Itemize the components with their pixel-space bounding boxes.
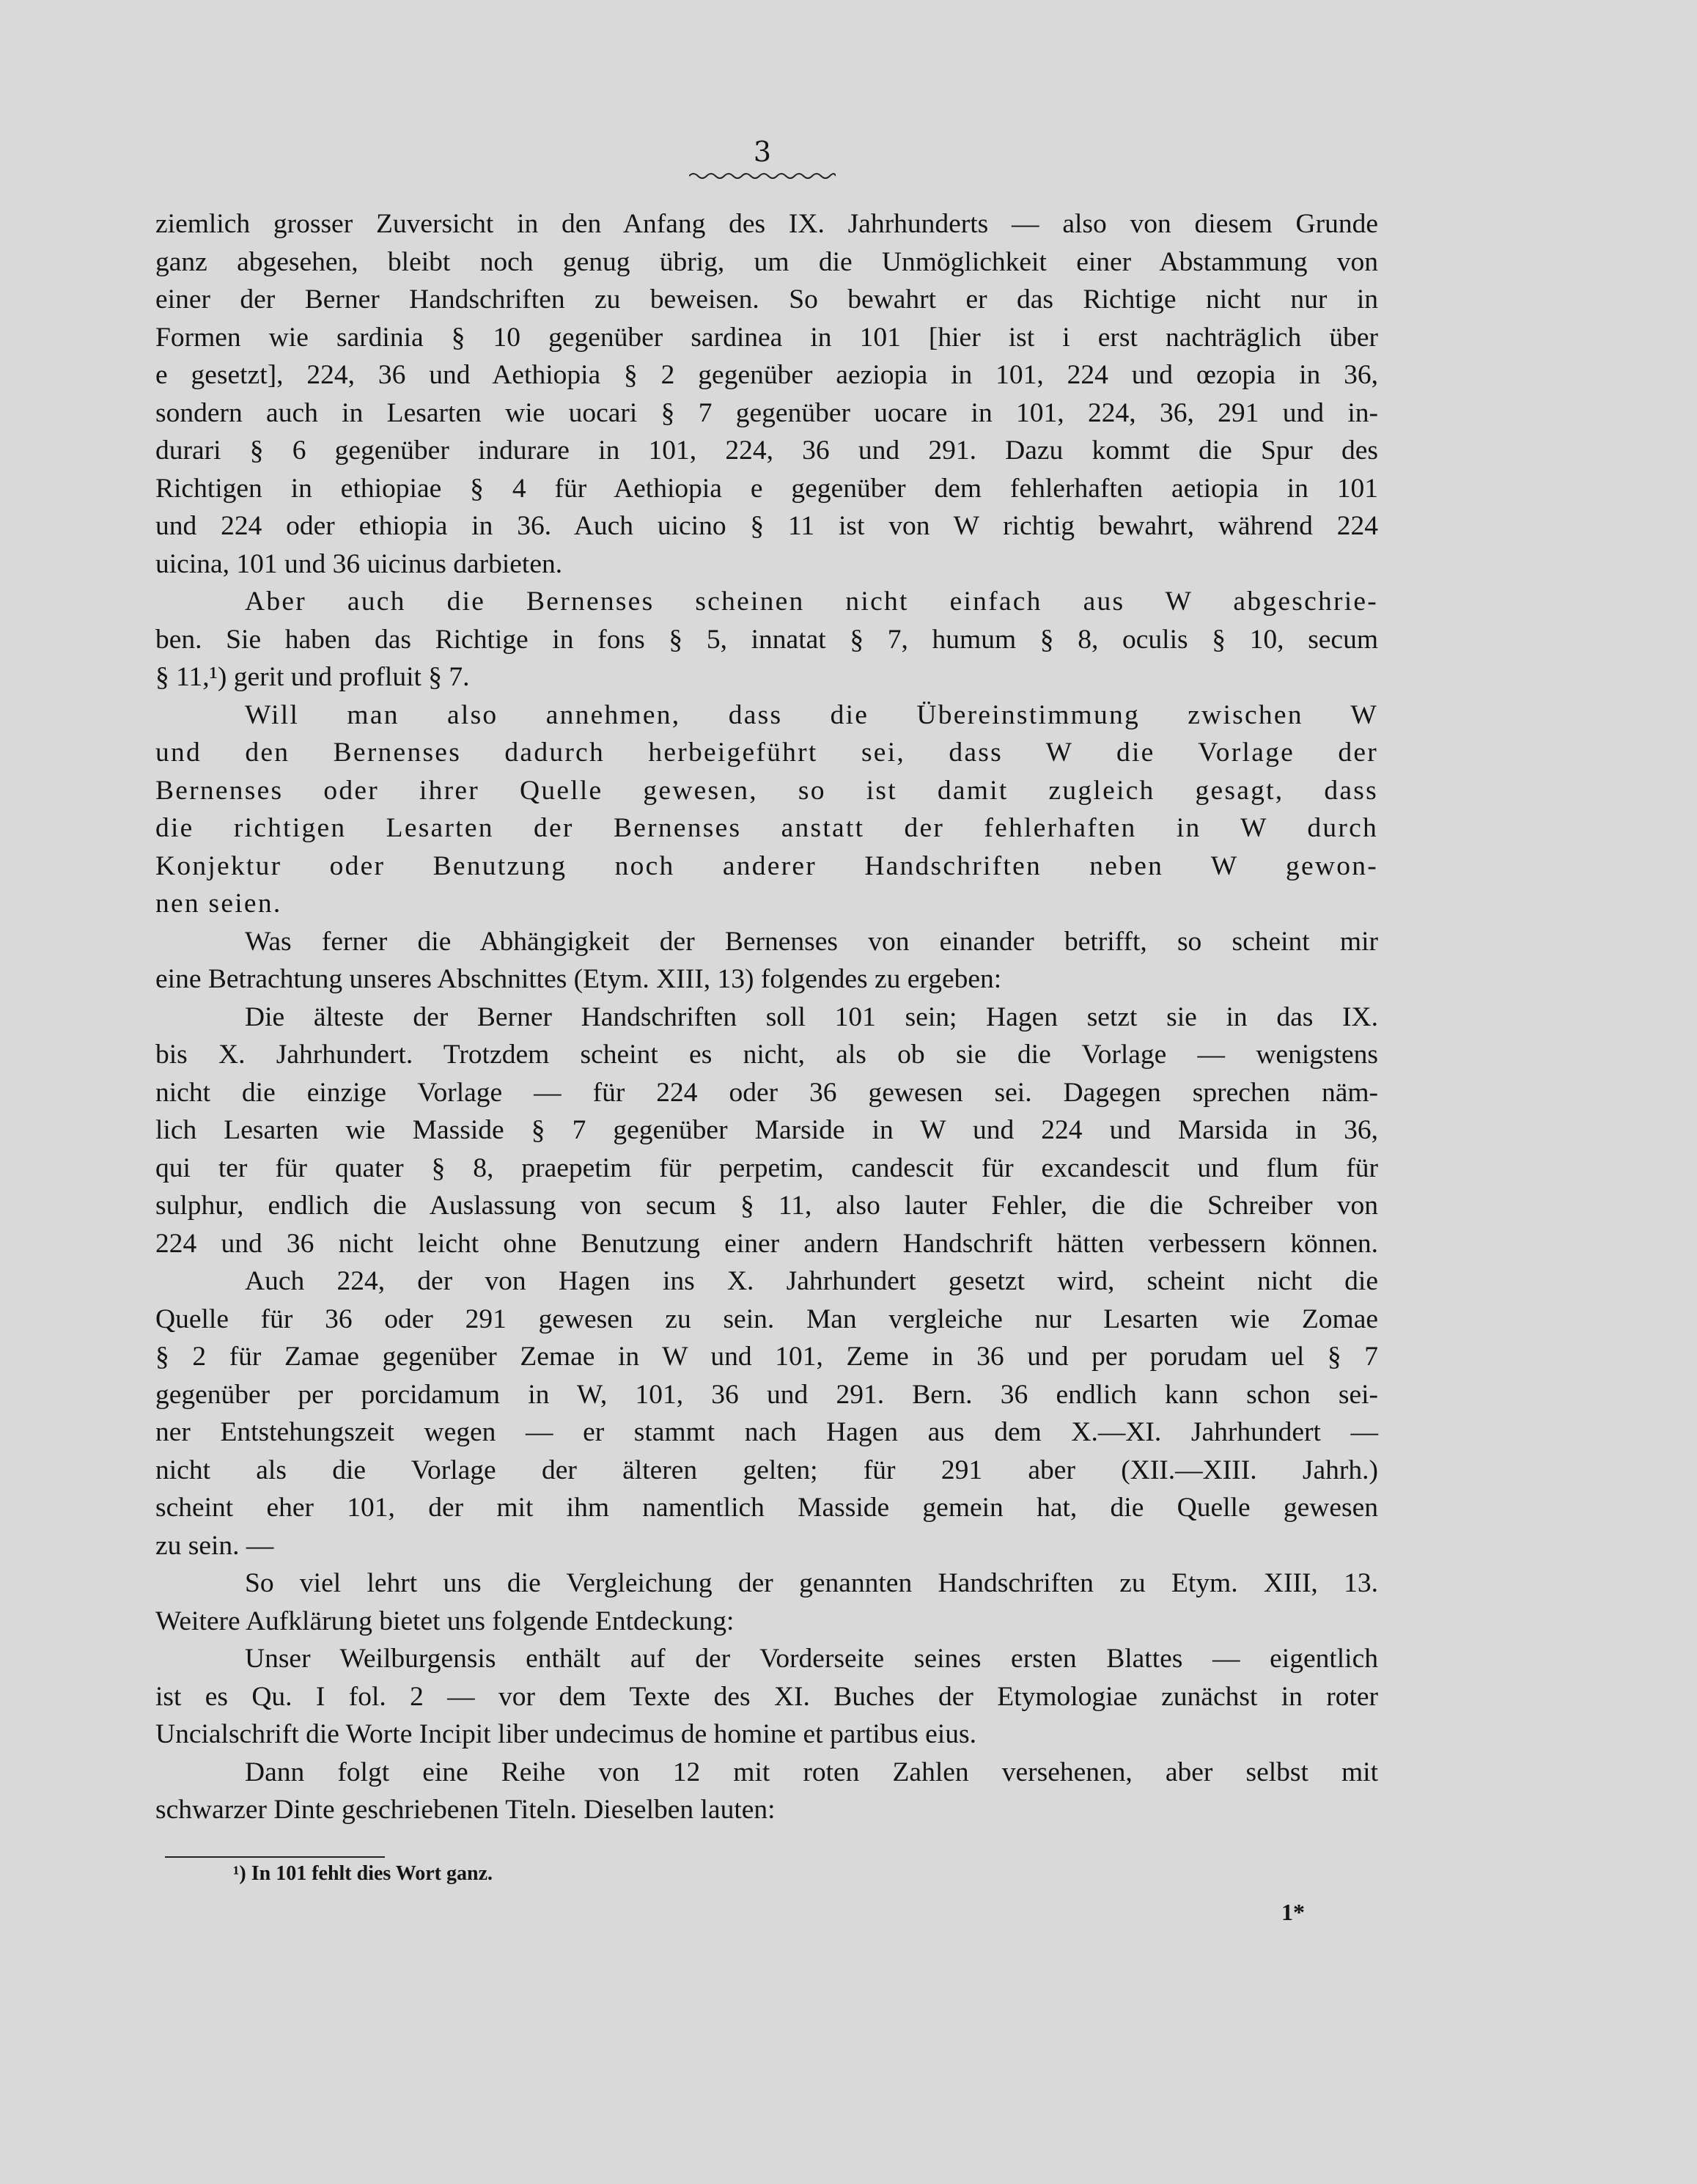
text-line: ben. Sie haben das Richtige in fons § 5, innatat § 7, humum § 8, oculis § 10, secum: [155, 624, 1378, 655]
text-line: Uncialschrift die Worte Incipit liber undecimus de homine et partibus eius.: [155, 1719, 976, 1749]
text-line: gegenüber per porcidamum in W, 101, 36 und 291. Bern. 36 endlich kann schon sei-: [155, 1379, 1378, 1410]
page-number: 3: [753, 136, 772, 168]
text-line: lich Lesarten wie Masside § 7 gegenüber Marside in W und 224 und Marsida in 36,: [155, 1115, 1378, 1145]
text-line: uicina, 101 und 36 uicinus darbieten.: [155, 548, 563, 579]
text-line: ist es Qu. I fol. 2 — vor dem Texte des XI. Buches der Etymologiae zunächst in roter: [155, 1681, 1378, 1712]
text-line: ziemlich grosser Zuversicht in den Anfang des IX. Jahrhunderts — also von diesem Grunde: [155, 209, 1378, 239]
text-line: Richtigen in ethiopiae § 4 für Aethiopia e gegenüber dem fehlerhaften aetiopia in 101: [155, 473, 1378, 504]
text-line: Konjektur oder Benutzung noch anderer Handschriften neben W gewon-: [155, 850, 1378, 881]
text-line: sondern auch in Lesarten wie uocari § 7 gegenüber uocare in 101, 224, 36, 291 und in-: [155, 397, 1378, 428]
text-line: ganz abgesehen, bleibt noch genug übrig, um die Unmöglichkeit einer Abstammung von: [155, 246, 1378, 277]
text-line: nen seien.: [155, 889, 282, 919]
text-line: § 2 für Zamae gegenüber Zemae in W und 101, Zeme in 36 und per porudam uel § 7: [155, 1342, 1378, 1372]
text-line: nicht die einzige Vorlage — für 224 oder 36 gewesen sei. Dagegen sprechen näm-: [155, 1077, 1378, 1108]
text-line: e gesetzt], 224, 36 und Aethiopia § 2 gegenüber aeziopia in 101, 224 und œzopia in 36,: [155, 360, 1378, 390]
text-line: So viel lehrt uns die Vergleichung der genannten Handschriften zu Etym. XIII, 13.: [245, 1568, 1378, 1598]
text-line: bis X. Jahrhundert. Trotzdem scheint es nicht, als ob sie die Vorlage — wenigstens: [155, 1040, 1378, 1070]
text-line: ner Entstehungszeit wegen — er stammt nach Hagen aus dem X.—XI. Jahrhundert —: [155, 1417, 1378, 1447]
text-line: durari § 6 gegenüber indurare in 101, 224, 36 und 291. Dazu kommt die Spur des: [155, 435, 1378, 466]
text-line: Auch 224, der von Hagen ins X. Jahrhundert gesetzt wird, scheint nicht die: [245, 1266, 1378, 1296]
text-line: 224 und 36 nicht leicht ohne Benutzung einer andern Handschrift hätten verbessern können.: [155, 1228, 1378, 1259]
text-line: Die älteste der Berner Handschriften soll 101 sein; Hagen setzt sie in das IX.: [245, 1001, 1378, 1032]
signature-mark: 1*: [1281, 1899, 1305, 1925]
footnote: ¹) In 101 fehlt dies Wort ganz.: [233, 1862, 493, 1885]
text-line: schwarzer Dinte geschriebenen Titeln. Dieselben lauten:: [155, 1795, 776, 1825]
text-line: Quelle für 36 oder 291 gewesen zu sein. Man vergleiche nur Lesarten wie Zomae: [155, 1304, 1378, 1334]
text-line: Aber auch die Bernenses scheinen nicht einfach aus W abgeschrie-: [245, 587, 1378, 617]
text-line: sulphur, endlich die Auslassung von secum § 11, also lauter Fehler, die die Schreiber von: [155, 1191, 1378, 1221]
text-line: Weitere Aufklärung bietet uns folgende Entdeckung:: [155, 1606, 735, 1636]
text-line: nicht als die Vorlage der älteren gelten; für 291 aber (XII.—XIII. Jahrh.): [155, 1455, 1378, 1485]
text-line: zu sein. —: [155, 1530, 274, 1561]
footnote-divider: [165, 1856, 385, 1858]
text-line: Unser Weilburgensis enthält auf der Vorderseite seines ersten Blattes — eigentlich: [245, 1644, 1378, 1674]
text-line: und den Bernenses dadurch herbeigeführt sei, dass W die Vorlage der: [155, 738, 1378, 768]
body-text: [155, 205, 1378, 1829]
text-line: § 11,¹) gerit und profluit § 7.: [155, 662, 470, 692]
text-line: einer der Berner Handschriften zu beweisen. So bewahrt er das Richtige nicht nur in: [155, 284, 1378, 315]
text-line: Formen wie sardinia § 10 gegenüber sardinea in 101 [hier ist i erst nachträglich über: [155, 322, 1378, 353]
text-line: Bernenses oder ihrer Quelle gewesen, so ist damit zugleich gesagt, dass: [155, 775, 1378, 806]
text-line: qui ter für quater § 8, praepetim für perpetim, candescit für excandescit und flum für: [155, 1152, 1378, 1183]
text-line: Will man also annehmen, dass die Übereinstimmung zwischen W: [245, 699, 1378, 730]
text-line: scheint eher 101, der mit ihm namentlich Masside gemein hat, die Quelle gewesen: [155, 1493, 1378, 1523]
wavy-ornament: [689, 170, 836, 182]
text-line: die richtigen Lesarten der Bernenses anstatt der fehlerhaften in W durch: [155, 813, 1378, 843]
text-line: und 224 oder ethiopia in 36. Auch uicino § 11 ist von W richtig bewahrt, während 224: [155, 511, 1378, 541]
text-line: eine Betrachtung unseres Abschnittes (Etym. XIII, 13) folgendes zu ergeben:: [155, 964, 1002, 994]
text-line: Dann folgt eine Reihe von 12 mit roten Zahlen versehenen, aber selbst mit: [245, 1757, 1378, 1787]
text-line: Was ferner die Abhängigkeit der Bernenses von einander betrifft, so scheint mir: [245, 926, 1378, 957]
